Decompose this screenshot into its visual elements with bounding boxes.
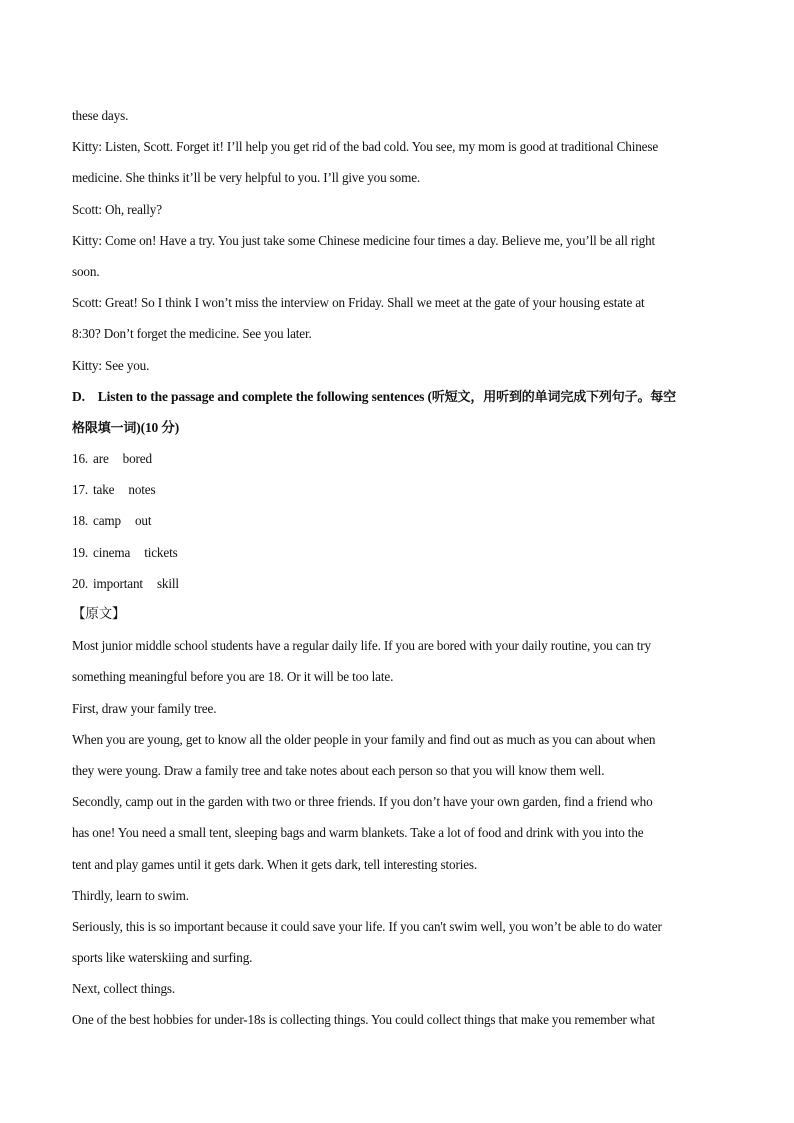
passage-line: First, draw your family tree. — [72, 700, 217, 716]
answer-word: camp — [93, 513, 121, 529]
dialogue-line: Kitty: Come on! Have a try. You just take some Chinese medicine four times a day. Believe me, you’ll be all right — [72, 232, 656, 248]
passage-line: sports like waterskiing and surfing. — [72, 950, 253, 966]
passage-line: Most junior middle school students have a regular daily life. If you are bored with your daily routine, you can try — [72, 638, 651, 654]
answer-word: notes — [128, 482, 156, 498]
section-d-heading — [72, 381, 722, 443]
answer-number: 18. — [72, 513, 89, 529]
dialogue-line: Kitty: Listen, Scott. Forget it! I’ll help you get rid of the bad cold. You see, my mom is good at traditional Chinese — [72, 139, 659, 155]
answer-list — [72, 443, 722, 599]
answer-item — [72, 505, 722, 536]
passage-line: Secondly, camp out in the garden with two or three friends. If you don’t have your own garden, find a friend who — [72, 794, 653, 810]
section-label: D. — [72, 388, 85, 404]
answer-word: skill — [156, 575, 179, 591]
answer-word: bored — [122, 451, 152, 467]
answer-item — [72, 474, 722, 505]
passage-line: Next, collect things. — [72, 981, 176, 997]
original-text-label: 【原文】 — [72, 606, 126, 622]
answer-word: tickets — [144, 544, 178, 560]
answer-item — [72, 568, 722, 599]
dialogue-line: medicine. She thinks it’ll be very helpful to you. I’ll give you some. — [72, 170, 421, 186]
passage-section — [72, 630, 722, 1035]
answer-number: 19. — [72, 544, 89, 560]
answer-word: take — [93, 482, 115, 498]
answer-word: are — [93, 451, 109, 467]
answer-item — [72, 537, 722, 568]
passage-line: When you are young, get to know all the older people in your family and find out as much as you can about when — [72, 731, 656, 747]
dialogue-section — [72, 100, 722, 381]
answer-word: important — [93, 575, 143, 591]
dialogue-line: these days. — [72, 108, 129, 123]
dialogue-line: soon. — [72, 263, 100, 279]
passage-line: Seriously, this is so important because it could save your life. If you can't swim well, you won’t be able to do water — [72, 918, 662, 934]
instruction-cn: 听短文，用听到的单词完成下列句子。每空 — [431, 389, 676, 405]
dialogue-line: Scott: Oh, really? — [72, 201, 162, 217]
document-page — [72, 100, 722, 1036]
answer-word: cinema — [93, 544, 131, 560]
dialogue-line: Scott: Great! So I think I won’t miss the interview on Friday. Shall we meet at the gate of your housing estate at — [72, 295, 645, 311]
passage-line: they were young. Draw a family tree and take notes about each person so that you will know them well. — [72, 762, 605, 778]
passage-line: One of the best hobbies for under-18s is collecting things. You could collect things that make you remember what — [72, 1012, 655, 1028]
instruction-cn-continued: 格限填一词 — [72, 420, 137, 436]
answer-word: out — [134, 513, 152, 529]
dialogue-line: Kitty: See you. — [72, 357, 150, 373]
dialogue-line: 8:30? Don’t forget the medicine. See you later. — [72, 326, 312, 342]
passage-line: tent and play games until it gets dark. When it gets dark, tell interesting stories. — [72, 856, 478, 872]
passage-line: something meaningful before you are 18. Or it will be too late. — [72, 669, 394, 685]
answer-item — [72, 443, 722, 474]
section-points: )(10 分) — [136, 419, 180, 435]
answer-number: 17. — [72, 482, 89, 498]
answer-number: 16. — [72, 451, 89, 467]
answer-number: 20. — [72, 575, 89, 591]
passage-line: Thirdly, learn to swim. — [72, 887, 189, 903]
passage-line: has one! You need a small tent, sleeping bags and warm blankets. Take a lot of food and drink with you into the — [72, 825, 644, 841]
instruction-en: Listen to the passage and complete the following sentences ( — [97, 388, 432, 404]
